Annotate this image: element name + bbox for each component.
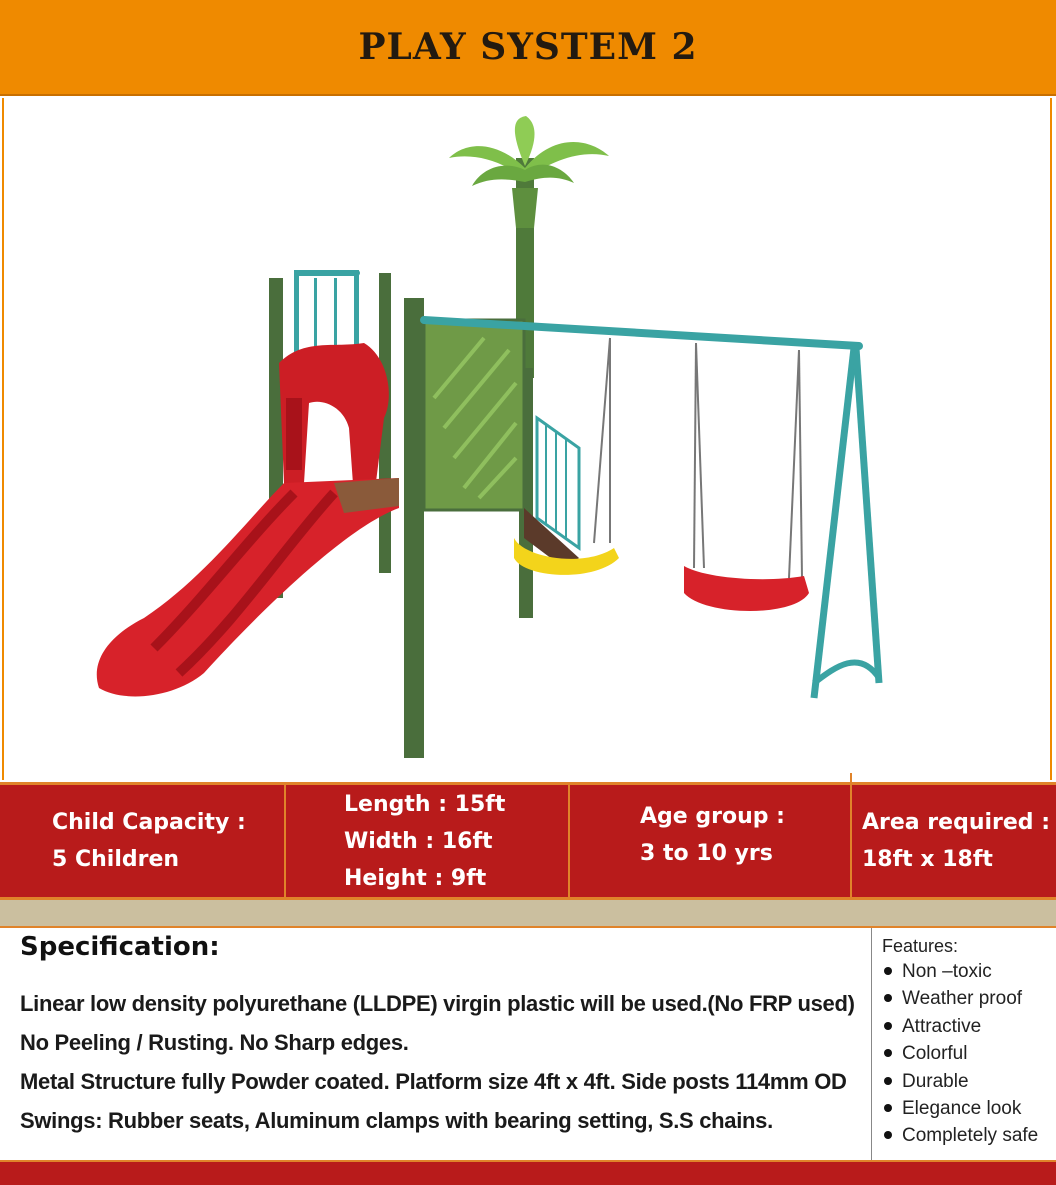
- specification-heading: Specification:: [20, 932, 220, 962]
- child-capacity-cell: [0, 785, 286, 897]
- feature-item: [882, 1095, 1056, 1122]
- features-panel: [874, 928, 1056, 1160]
- product-image: [2, 98, 1052, 780]
- spec-value: 5 Children: [52, 847, 180, 872]
- spec-value: 3 to 10 yrs: [640, 841, 773, 866]
- spec-label: Child Capacity :: [52, 810, 246, 835]
- age-group-cell: [570, 773, 852, 897]
- bullet-icon: [884, 967, 892, 975]
- feature-text: Non –toxic: [902, 961, 992, 982]
- feature-item: [882, 985, 1056, 1012]
- feature-text: Attractive: [902, 1015, 982, 1037]
- feature-item: [882, 1013, 1056, 1040]
- specification-lines: [20, 984, 855, 1140]
- feature-item: [882, 1068, 1056, 1095]
- bullet-icon: [884, 1022, 892, 1030]
- features-list: [882, 958, 1056, 1150]
- specification-line: Linear low density polyurethane (LLDPE) virgin plastic will be used.(No FRP used): [20, 991, 855, 1016]
- feature-text: Weather proof: [902, 988, 1023, 1010]
- features-title: Features:: [882, 936, 959, 956]
- playground-illustration: [4, 98, 1050, 780]
- spec-value: 18ft x 18ft: [862, 847, 993, 872]
- spec-height: Height : 9ft: [344, 865, 487, 891]
- page-title: PLAY SYSTEM 2: [358, 26, 698, 68]
- area-required-cell: [852, 785, 1056, 897]
- bullet-icon: [884, 1049, 892, 1057]
- feature-item: [882, 1040, 1056, 1067]
- climbing-panel: [424, 320, 524, 510]
- spec-band: [0, 782, 1056, 900]
- red-swing-seat: [684, 566, 809, 611]
- details-section: [0, 928, 1056, 1160]
- bullet-icon: [884, 1104, 892, 1112]
- bullet-icon: [884, 1131, 892, 1139]
- specification-line: Metal Structure fully Powder coated. Platform size 4ft x 4ft. Side posts 114mm OD: [20, 1069, 847, 1094]
- spec-label: Age group :: [640, 804, 785, 829]
- specification-line: No Peeling / Rusting. No Sharp edges.: [20, 1030, 409, 1055]
- divider-band: [0, 900, 1056, 928]
- bullet-icon: [884, 1077, 892, 1085]
- feature-text: Completely safe: [902, 1125, 1039, 1147]
- feature-item: [882, 1122, 1056, 1149]
- spec-length: Length : 15ft: [344, 791, 506, 817]
- spec-label: Area required :: [862, 810, 1050, 835]
- feature-text: Durable: [902, 1070, 969, 1092]
- red-canopy: [279, 343, 389, 498]
- red-slide: [97, 478, 399, 696]
- feature-item: [882, 958, 1056, 985]
- specification-line: Swings: Rubber seats, Aluminum clamps with bearing setting, S.S chains.: [20, 1108, 773, 1133]
- title-bar: [0, 0, 1056, 96]
- swing-chains: [594, 338, 802, 578]
- spec-width: Width : 16ft: [344, 828, 493, 854]
- dimensions-cell: [286, 785, 570, 897]
- footer-bar: [0, 1160, 1056, 1185]
- feature-text: Colorful: [902, 1043, 968, 1065]
- specification-panel: [0, 928, 872, 1160]
- feature-text: Elegance look: [902, 1098, 1022, 1120]
- bullet-icon: [884, 994, 892, 1002]
